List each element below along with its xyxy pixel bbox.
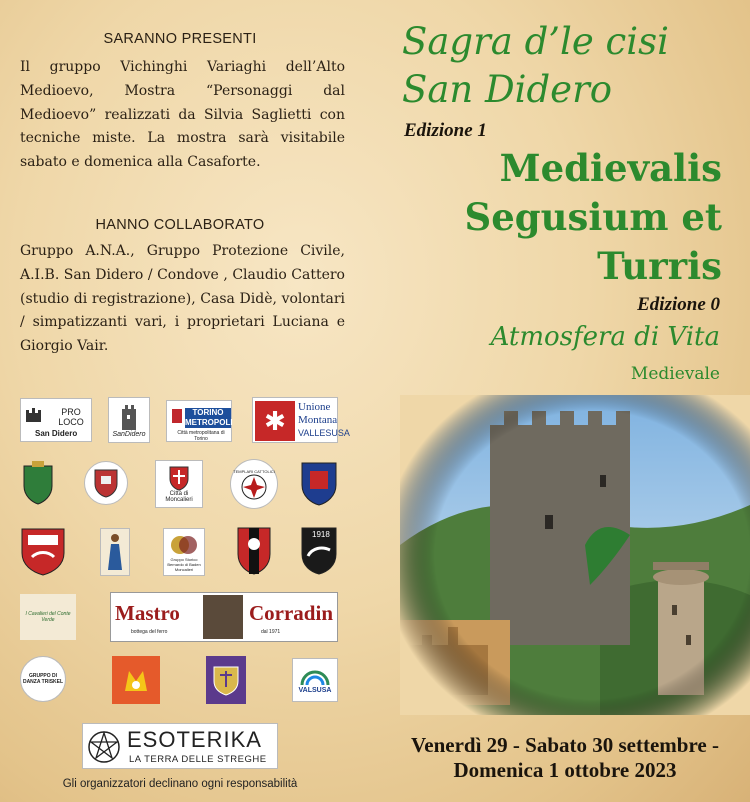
presenti-heading: SARANNO PRESENTI: [103, 31, 257, 47]
gruppo-storico-label: Gruppo Storico Bernardo di Baden Moncalieri: [167, 556, 201, 572]
red-shield-icon: [300, 461, 338, 507]
tower-icon: [117, 403, 141, 431]
medievalis-line-2: Segusium et: [464, 195, 722, 239]
templari-logo: [230, 459, 278, 509]
figure-icon: [104, 532, 126, 572]
pentagram-icon: [87, 730, 121, 764]
jester-icon: [121, 665, 151, 695]
castle-photo: [400, 395, 750, 715]
year-label: 1918: [312, 530, 330, 539]
valsusa-logo: [292, 658, 338, 702]
presenti-text: Il gruppo Vichinghi Variaghi dell’Alto Medioevo, Mostra “Personaggi dal Medioevo” realizzati da Silvia Saglietti con tecniche miste. La mostra sarà visitabile sabato e domenica alla Casaforte.: [20, 59, 345, 171]
coat-of-arms-2-logo: [84, 461, 128, 505]
esoterika-sub: LA TERRA DELLE STREGHE: [129, 754, 267, 765]
snowflake-icon: ✱: [255, 401, 295, 441]
black-red-shield-icon: [236, 526, 272, 576]
collab-text: Gruppo A.N.A., Gruppo Protezione Civile, A.I.B. San Didero / Condove , Claudio Cattero (studio di registrazione), Casa Didè, volontari / simpatizzanti vari, i proprietari Luciana e Giorgio Vair.: [20, 243, 345, 355]
gruppo-storico-logo: [163, 528, 205, 576]
proloco-label: PRO LOCO: [58, 407, 84, 427]
mastro-sub: bottega del ferro: [131, 629, 168, 635]
medievalis-line-1: Medievalis: [499, 146, 722, 190]
red-white-shield-icon: [20, 527, 66, 577]
blacksmith-icon: [203, 595, 243, 639]
medievalis-line-3: Turris: [597, 244, 722, 288]
proloco-sub: San Didero: [35, 429, 78, 438]
proloco-logo: [20, 398, 92, 442]
title-line-2: San Didero: [402, 68, 613, 111]
crest-icon: [169, 533, 199, 557]
unione-label-3: VALLESUSA: [298, 428, 350, 438]
mastro-label: Mastro: [115, 601, 180, 625]
templari-label: TEMPLARI CATTOLICI: [233, 468, 275, 474]
figures-logo: [100, 528, 130, 576]
medievale-label: Medievale: [630, 364, 720, 384]
shield-icon: [168, 465, 190, 491]
torino-logo: [166, 400, 232, 442]
arc-icon: [300, 667, 330, 687]
coat-of-arms-1-icon: [20, 460, 56, 506]
moncalieri-logo: [155, 460, 203, 508]
collab-heading: HANNO COLLABORATO: [95, 217, 265, 233]
dates-line-2: Domenica 1 ottobre 2023: [453, 758, 677, 782]
shield-icon: [93, 468, 119, 498]
cavalieri-label: I Cavalieri del Conte Verde: [25, 611, 71, 623]
cross-icon: [241, 474, 267, 500]
valsusa-label: VALSUSA: [298, 686, 332, 694]
mastro-corradin-logo: [110, 592, 338, 642]
title-line-1: Sagra d’le cisi: [402, 20, 669, 63]
castle-icon: [25, 405, 49, 423]
flag-icon: [172, 409, 182, 423]
dates-line-1: Venerdì 29 - Sabato 30 settembre -: [411, 733, 719, 757]
corradin-label: Corradin: [249, 601, 333, 625]
torino-label: TORINO METROPOLI: [185, 408, 233, 427]
disclaimer: Gli organizzatori declinano ogni responsabilità: [62, 778, 298, 790]
edition-0: Edizione 0: [637, 294, 720, 315]
moncalieri-label: Città di Moncalieri: [165, 491, 193, 503]
sandidero-logo: [108, 397, 150, 443]
esoterika-label: ESOTERIKA: [127, 727, 262, 752]
atmosfera-label: Atmosfera di Vita: [490, 322, 720, 352]
purple-crest-logo: [206, 656, 246, 704]
unione-label-1: Unione: [298, 401, 331, 413]
esoterika-logo: [82, 723, 278, 769]
triskel-logo: [20, 656, 66, 702]
unione-label-2: Montana: [298, 414, 338, 426]
cavalieri-logo: [20, 594, 76, 640]
edition-1: Edizione 1: [404, 120, 487, 141]
unione-montana-logo: [252, 397, 350, 443]
sandidero-label: SanDidero: [112, 430, 146, 438]
jester-logo: [112, 656, 160, 704]
torino-sub: Città metropolitana di Torino: [177, 430, 225, 442]
mastro-sub2: dal 1971: [261, 629, 281, 635]
crest-icon: [212, 663, 240, 697]
triskel-label: GRUPPO DI DANZA TRISKEL: [22, 673, 64, 685]
